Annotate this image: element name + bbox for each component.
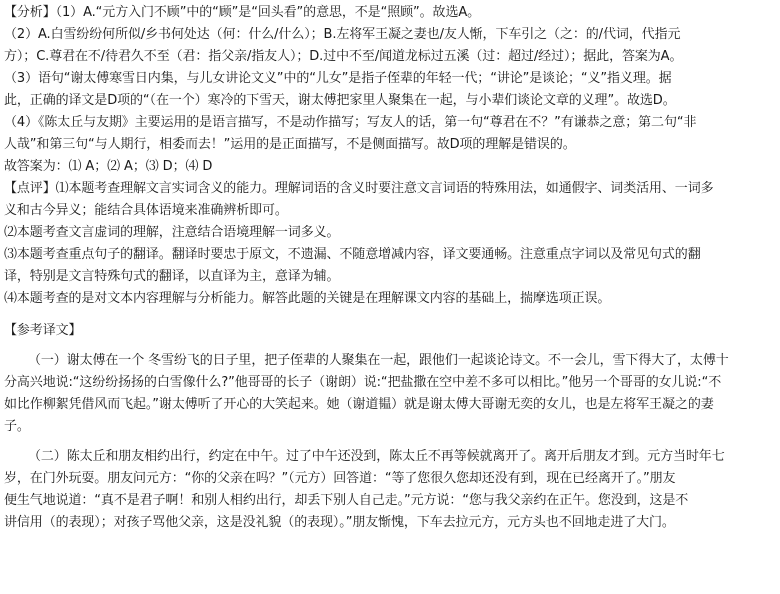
translation-line: 子。 (4, 419, 30, 434)
translation-line: 如比作柳絮凭借风而飞起。”谢太傅听了开心的大笑起来。她（谢道韫）就是谢太傅大哥谢无奕的女儿，也是左将军王凝之的妻 (4, 397, 714, 412)
comment-line: ⑷本题考查的是对文本内容理解与分析能力。解答此题的关键是在理解课文内容的基础上，揣摩选项正误。 (4, 291, 611, 306)
comment-line: ⑵本题考查文言虚词的理解，注意结合语境理解一词多义。 (4, 225, 340, 240)
analysis-line: （3）语句“谢太傅寒雪日内集，与儿女讲论文义”中的“儿女”是指子侄辈的年轻一代；“讲论”是谈论；“义”指义理。据 (4, 71, 672, 86)
translation-paragraph-1 (4, 350, 776, 438)
answer-summary: 故答案为：⑴ A；⑵ A；⑶ D；⑷ D (4, 159, 213, 174)
translation-heading: 【参考译文】 (4, 323, 82, 338)
analysis-line: 人哉”和第三句“与人期行，相委而去！”运用的是正面描写，不是侧面描写。故D项的理解是错误的。 (4, 137, 576, 152)
comment-line: 义和古今异义；能结合具体语境来准确辨析即可。 (4, 203, 288, 218)
translation-section (4, 320, 776, 534)
translation-line: 分高兴地说:“这纷纷扬扬的白雪像什么?”他哥哥的长子（谢朗）说:“把盐撒在空中差不多可以相比。”他另一个哥哥的女儿说:“不 (4, 375, 722, 390)
translation-line: （一）谢太傅在一个 冬雪纷飞的日子里，把子侄辈的人聚集在一起，跟他们一起谈论诗文。不一会儿，雪下得大了，太傅十 (28, 353, 729, 368)
translation-line: 岁，在门外玩耍。朋友问元方：“你的父亲在吗？”（元方）回答道：“等了您很久您却还没有到，现在已经离开了。”朋友 (4, 471, 676, 486)
comment-line: 译，特别是文言特殊句式的翻译，以直译为主，意译为辅。 (4, 269, 340, 284)
comment-line: ⑶本题考查重点句子的翻译。翻译时要忠于原文，不遗漏、不随意增减内容，译文要通畅。注意重点字词以及常见句式的翻 (4, 247, 701, 262)
analysis-line: （4）《陈太丘与友期》主要运用的是语言描写，不是动作描写；写友人的话，第一句“尊君在不？”有谦恭之意；第二句“非 (4, 115, 697, 130)
comment-section (4, 178, 776, 310)
analysis-line: 【分析】（1）A.“元方入门不顾”中的“顾”是“回头看”的意思，不是“照顾”。故选A。 (4, 5, 481, 20)
analysis-line: 此，正确的译文是D项的“（在一个）寒冷的下雪天，谢太傅把家里人聚集在一起，与小辈们谈论文章的义理”。故选D。 (4, 93, 676, 108)
translation-paragraph-2 (4, 446, 776, 534)
analysis-section (4, 2, 776, 178)
translation-line: 讲信用（的表现）；对孩子骂他父亲，这是没礼貌（的表现）。”朋友惭愧，下车去拉元方，元方头也不回地走进了大门。 (4, 515, 675, 530)
comment-line: 【点评】⑴本题考查理解文言实词含义的能力。理解词语的含义时要注意文言词语的特殊用法，如通假字、词类活用、一词多 (4, 181, 714, 196)
translation-line: （二）陈太丘和朋友相约出行，约定在中午。过了中午还没到，陈太丘不再等候就离开了。离开后朋友才到。元方当时年七 (28, 449, 725, 464)
analysis-line: 方）；C.尊君在不/待君久不至（君：指父亲/指友人）；D.过中不至/闻道龙标过五溪（过：超过/经过）；据此，答案为A。 (4, 49, 683, 64)
translation-line: 便生气地说道：“真不是君子啊！和别人相约出行，却丢下别人自己走。”元方说：“您与我父亲约在正午。您没到，这是不 (4, 493, 689, 508)
analysis-line: （2）A.白雪纷纷何所似/乡书何处达（何：什么/什么）；B.左将军王凝之妻也/友人惭，下车引之（之：的/代词，代指元 (4, 27, 681, 42)
